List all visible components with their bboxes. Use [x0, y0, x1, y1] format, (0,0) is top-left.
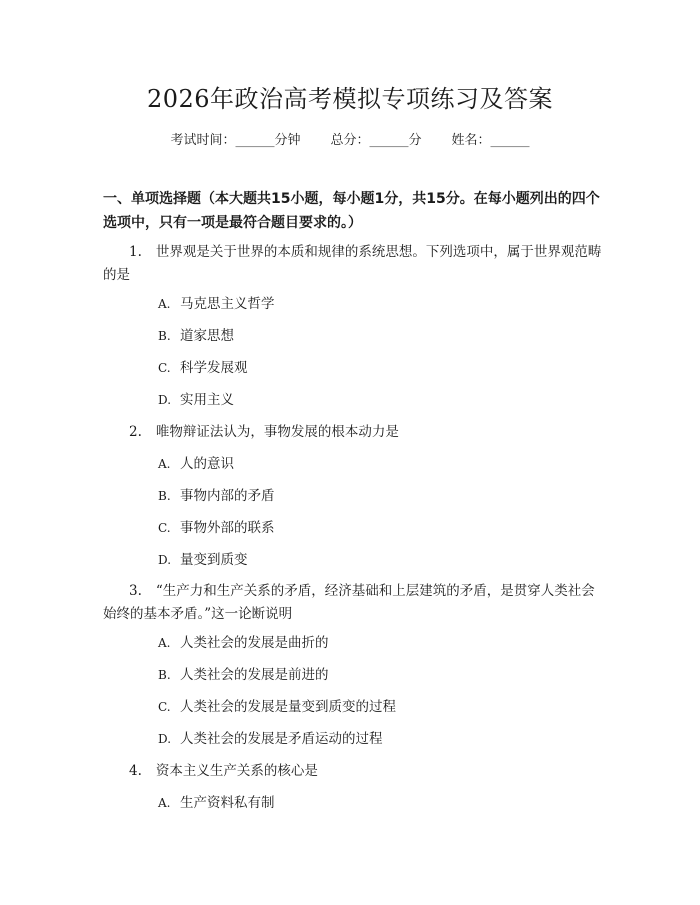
option-3a	[158, 633, 598, 653]
question-number: 4.	[129, 763, 142, 779]
option-letter: C.	[158, 361, 171, 375]
option-1a	[158, 294, 598, 314]
option-letter: D.	[158, 393, 172, 407]
option-3d	[158, 729, 598, 749]
option-letter: B.	[158, 489, 171, 503]
option-letter: B.	[158, 329, 171, 343]
option-text: 人类社会的发展是量变到质变的过程	[180, 699, 396, 715]
option-letter: C.	[158, 521, 171, 535]
option-text: 人类社会的发展是矛盾运动的过程	[180, 731, 383, 747]
exam-time-field: 考试时间：______分钟	[170, 133, 301, 148]
option-letter: A.	[158, 796, 171, 810]
option-letter: A.	[158, 297, 171, 311]
page-title: 2026年政治高考模拟专项练习及答案	[146, 85, 554, 113]
option-letter: D.	[158, 553, 172, 567]
question-stem: 资本主义生产关系的核心是	[155, 763, 318, 779]
option-1b	[158, 326, 598, 346]
question-number: 1.	[129, 244, 142, 260]
question-1	[103, 241, 603, 287]
question-4	[103, 760, 603, 783]
option-3c	[158, 697, 598, 717]
question-stem: 唯物辩证法认为，事物发展的根本动力是	[155, 424, 399, 440]
option-1d	[158, 390, 598, 410]
section-heading: 一、单项选择题（本大题共15小题，每小题1分，共15分。在每小题列出的四个选项中，只有一项是最符合题目要求的。）	[103, 191, 600, 231]
exam-info-line	[0, 131, 700, 151]
option-text: 科学发展观	[180, 360, 248, 376]
question-stem: “生产力和生产关系的矛盾，经济基础和上层建筑的矛盾，是贯穿人类社会始终的基本矛盾。”这一论断说明	[103, 583, 595, 622]
option-1c	[158, 358, 598, 378]
option-text: 马克思主义哲学	[180, 296, 275, 312]
option-text: 事物内部的矛盾	[180, 488, 275, 504]
question-number: 2.	[129, 424, 142, 440]
option-text: 道家思想	[180, 328, 234, 344]
option-letter: A.	[158, 636, 171, 650]
option-text: 人的意识	[180, 456, 234, 472]
option-text: 事物外部的联系	[180, 520, 275, 536]
option-text: 人类社会的发展是前进的	[180, 667, 329, 683]
option-2b	[158, 486, 598, 506]
option-text: 实用主义	[180, 392, 234, 408]
question-number: 3.	[129, 583, 142, 599]
name-field: 姓名：______	[451, 133, 530, 148]
option-2d	[158, 550, 598, 570]
option-letter: A.	[158, 457, 171, 471]
option-text: 量变到质变	[180, 552, 248, 568]
total-score-field: 总分：______分	[330, 133, 422, 148]
option-letter: B.	[158, 668, 171, 682]
question-3	[103, 580, 603, 626]
question-stem: 世界观是关于世界的本质和规律的系统思想。下列选项中，属于世界观范畴的是	[103, 244, 602, 283]
option-2a	[158, 454, 598, 474]
option-text: 生产资料私有制	[180, 795, 275, 811]
option-text: 人类社会的发展是曲折的	[180, 635, 329, 651]
option-4a	[158, 793, 598, 813]
question-2	[103, 421, 603, 444]
option-3b	[158, 665, 598, 685]
option-letter: C.	[158, 700, 171, 714]
option-2c	[158, 518, 598, 538]
option-letter: D.	[158, 732, 172, 746]
